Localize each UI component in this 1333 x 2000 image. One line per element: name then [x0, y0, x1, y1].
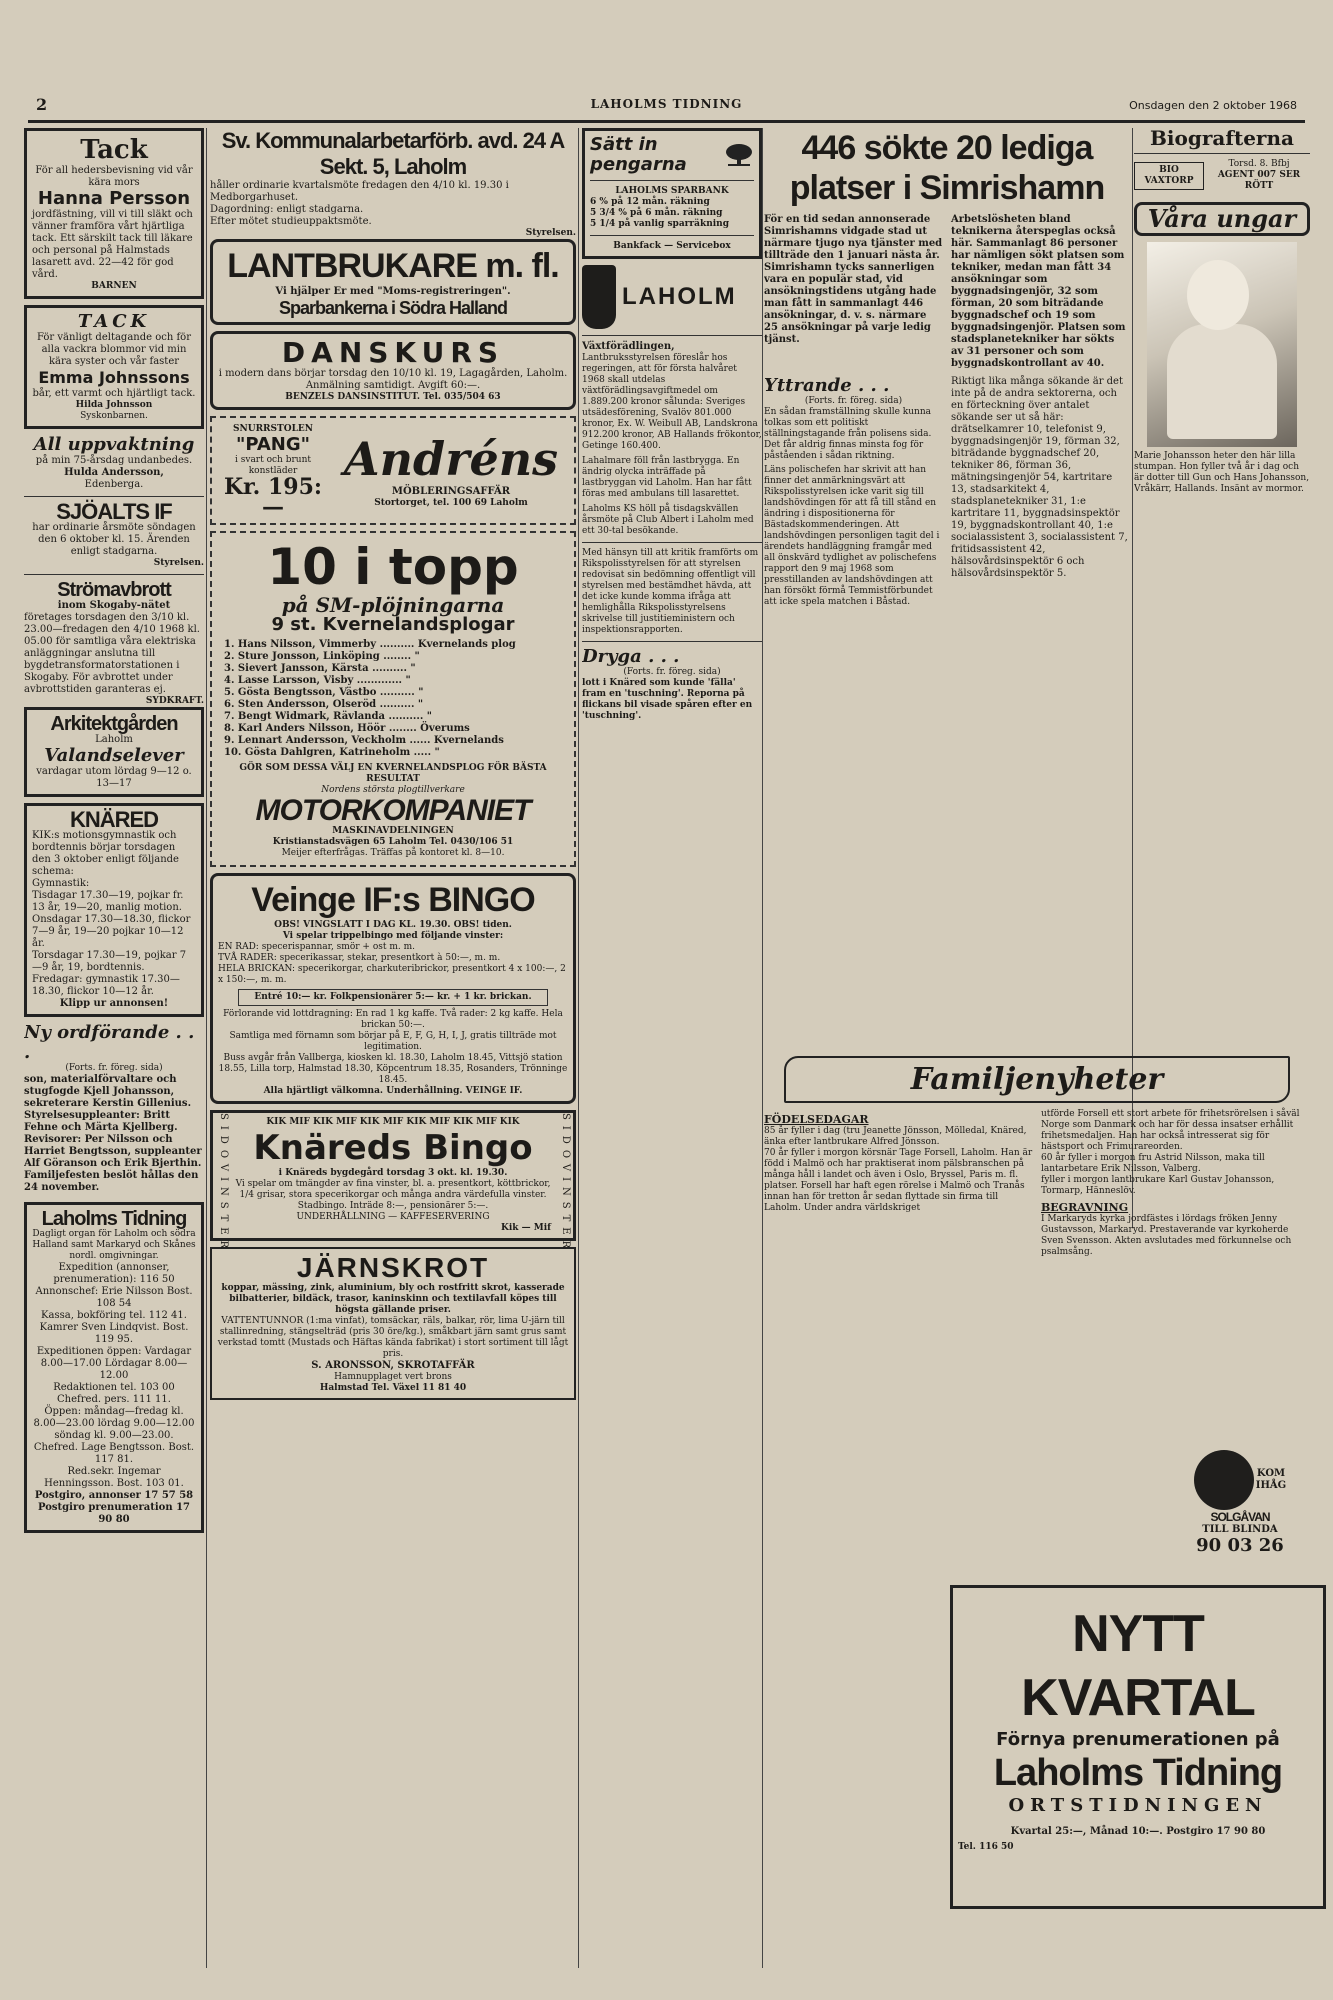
ad-stromavbrott: [24, 580, 204, 707]
ad-footer: Bankfack — Servicebox: [613, 241, 731, 251]
ad-text: håller ordinarie kvartalsmöte fredagen den 4/10 kl. 19.30 i Medborgarhuset.: [210, 180, 509, 203]
article-text: lott i Knäred som kunde 'fälla' fram en 'tuschning'. Reporna på flickans bil visade spåren efter en 'tuschning'.: [582, 678, 753, 721]
ad-text: vardagar utom lördag 9—12 o. 13—17: [36, 766, 192, 789]
product-name: SNURRSTOLEN: [233, 424, 313, 434]
article-body: [764, 214, 1130, 370]
brand-address: Halmstad Tel. Växel 11 81 40: [319, 1383, 467, 1393]
list-item: Fredagar: gymnastik 17.30—18.30, flickor 10—12 år.: [32, 974, 180, 997]
ad-satt-in-pengarna: [582, 128, 762, 259]
ad-knared: [24, 803, 204, 1017]
ad-subtitle: Vi hjälper Er med "Moms-registreringen".: [275, 286, 511, 297]
ad-signature: Styrelsen.: [153, 558, 204, 568]
sun-icon: [1194, 1450, 1254, 1510]
ad-text: Buss avgår från Vallberga, kiosken kl. 18.30, Laholm 18.45, Vittsjö station 18.55, Lilla torp, Halmstad 18.30, Köpcentrum 18.35, Rosanders, Trönninge 18.45.: [218, 1053, 568, 1085]
ad-text: koppar, mässing, zink, aluminium, bly och rostfritt skrot, kasserade bilbatterier, bildäck, trasor, kaninskinn och textilavfall köpes till högsta gällande priser.: [221, 1283, 565, 1315]
ad-text: företages torsdagen den 3/10 kl. 23.00—fredagen den 4/10 1968 kl. 05.00 för samtliga våra elektriska anläggningar anslutna till bygdetransformatorstationen i Skogaby. För avbrottet under avbrottstiden garanteras ej.: [24, 612, 200, 695]
bio-listing: [1134, 159, 1310, 192]
cinema-name: BIO VAXTORP: [1134, 162, 1204, 190]
ad-sjoalts: [24, 499, 204, 569]
separator: [590, 235, 754, 236]
column-1: [24, 128, 204, 1968]
list-item: 7. Bengt Widmark, Rävlanda .......... ": [224, 711, 433, 722]
rate-item: 6 % på 12 mån. räkning: [590, 197, 710, 207]
ad-signature: BARNEN: [91, 281, 137, 291]
ad-text: EN RAD: specerispannar, smör + ost m. m.: [218, 942, 415, 952]
vara-ungar: [1134, 202, 1310, 236]
article-yttrande-c3: [582, 548, 762, 636]
ad-jarnskrot: [210, 1247, 576, 1400]
logo-text: LAHOLM: [622, 283, 737, 310]
ad-lantbrukare: [210, 239, 576, 325]
list-item: Postgiro, annonser 17 57 58: [34, 1490, 194, 1501]
product-model: "PANG": [235, 434, 311, 455]
ad-text: i modern dans börjar torsdag den 10/10 kl. 19, Lagagården, Laholm. Anmälning samtidigt. Avgift 60:—.: [218, 368, 568, 391]
ad-title: Tack: [80, 135, 148, 165]
section-title: Biografterna: [1150, 128, 1294, 150]
list-item: Expedition (annonser, prenumeration): 116 50: [53, 1262, 175, 1285]
list-item: 9. Lennart Andersson, Veckholm ...... Kvernelands: [224, 735, 504, 746]
ad-text: TVÅ RADER: specerikassar, stekar, presentkort à 50:—, m. m.: [218, 953, 501, 963]
ad-text: Nordens största plogtillverkare: [321, 785, 465, 795]
list-item: Expeditionen öppen: Vardagar 8.00—17.00 Lördagar 8.00—12.00: [36, 1346, 192, 1381]
header-rule: [28, 120, 1305, 123]
newspaper-brand: Laholms Tidning: [993, 1752, 1283, 1794]
article-text: utförde Forsell ett stort arbete för frihetsrörelsen i såväl Norge som Danmark och har för dessa insatser erhållit frihetsmedaljen. Han har också intresserat sig för hästsport och Frimurareorden.: [1041, 1109, 1300, 1152]
newspaper-subbrand: ORTSTIDNINGEN: [1008, 1795, 1268, 1816]
ad-subtitle: TILL BLINDA: [1202, 1524, 1278, 1535]
ad-text: HELA BRICKAN: specerikorgar, charkuteribrickor, presentkort 4 x 100:—, 2 x 150:—, m. m.: [218, 964, 566, 985]
article-dryga: [582, 647, 762, 722]
ad-andrens: [210, 416, 576, 525]
ad-title: Veinge IF:s BINGO: [251, 881, 535, 919]
ad-header: [590, 135, 754, 175]
biografterna: [1134, 128, 1310, 192]
list-item: 3. Sievert Jansson, Kärsta .......... ": [224, 663, 416, 674]
article-title: Dryga . . .: [582, 646, 680, 667]
article-subtitle: (Forts. fr. föreg. sida): [65, 1063, 163, 1073]
subscription-price: Kvartal 25:—, Månad 10:—. Postgiro 17 90 80: [1010, 1826, 1266, 1837]
ad-title: 10 i topp: [267, 538, 519, 596]
page-header: [36, 95, 1297, 117]
familjenyheter-body: [764, 1109, 1310, 1258]
column-divider: [578, 128, 579, 1968]
article-text: Med hänsyn till att kritik framförts om Rikspolisstyrelsen för att styrelsen redovisat sin bedömning offentligt vill styrelsen med bestämdhet hävda, att det icke kunde komma ifråga att hemlighålla Rikspolisstyrelsens skrivelse till justitieministern och inspektionsrapporten.: [582, 548, 759, 635]
article-text: Riktigt lika många sökande är det inte på de andra sektorerna, och en förteckning över antalet sökande ser ut så här: drätselkamrer 10, telefonist 9, byggnadsingenjör 19, förman 32, biträdande byggnadschef 20, tekniker 86, förman 36, mätningsingenjör 54, kartritare 13, stadsarkitekt 4, stadsplanetekniker 31, 1:e kartritare 11, byggnadsinspektör 19, byggnadskontrollant 40, 1:e socialassistent 3, socialassistent 7, fritidsassistent 42, hälsovårdsinspektör 6 och hälsovårdsinspektör 5.: [951, 376, 1128, 579]
article-title: Yttrande . . .: [764, 375, 890, 396]
side-text: SIDOVINSTER: [218, 1113, 229, 1255]
article-subtitle: (Forts. fr. föreg. sida): [804, 396, 903, 406]
ad-subtitle: 9 st. Kvernelandsplogar: [271, 614, 515, 635]
masthead-title: Laholms Tidning: [41, 1208, 187, 1230]
article-text: 60 år fyller i morgon fru Astrid Nilsson, maka till lantarbetare Erik Nilsson, Valberg.: [1041, 1153, 1265, 1174]
ad-text: För vänligt deltagande och för alla vackra blommor vid min kära syster och vår faster: [37, 332, 191, 367]
ad-title: All uppvaktning: [33, 434, 195, 455]
ad-subtitle: inom Skogaby-nätet: [57, 600, 171, 611]
ad-title: Arkitektgården: [50, 713, 178, 735]
ad-uppvaktning: [24, 435, 204, 491]
ad-title: SOLGÅVAN: [1210, 1510, 1270, 1524]
ad-subtitle: på SM-plöjningarna: [281, 593, 505, 617]
brand-name: S. ARONSSON, SKROTAFFÄR: [311, 1360, 475, 1371]
list-item: Kamrer Sven Lindqvist. Bost. 119 95.: [39, 1322, 189, 1345]
headline: 446 sökte 20 lediga platser i Simrishamn: [789, 129, 1105, 207]
list-item: Chefred. Lage Bengtsson. Bost. 117 81.: [33, 1442, 195, 1465]
article-text: Familjefesten beslöt hållas den 24 november.: [24, 1170, 199, 1193]
ad-text: Samtliga med förnamn som börjar på E, F, G, H, I, J, gratis tillträde mot legitimation.: [229, 1031, 557, 1052]
subsection-title: BEGRAVNING: [1041, 1201, 1129, 1214]
ad-footer: Sparbankerna i Södra Halland: [278, 298, 508, 318]
separator: [24, 496, 204, 497]
list-item: Kassa, bokföring tel. 112 41.: [41, 1310, 187, 1321]
list-item: 8. Karl Anders Nilsson, Höör ........ Överums: [224, 723, 470, 734]
ad-text: Efter mötet studieuppaktsmöte.: [210, 216, 372, 227]
ad-signature: Hulda Andersson,: [64, 467, 164, 478]
column-3: [582, 128, 762, 1988]
ad-title: LANTBRUKARE m. fl.: [227, 247, 559, 285]
ad-signature: SYDKRAFT.: [145, 696, 204, 706]
list-item: 10. Gösta Dahlgren, Katrineholm ..... ": [224, 747, 440, 758]
list-item: 5. Gösta Bengtsson, Västbo .......... ": [224, 687, 424, 698]
laholm-crest-icon: [582, 265, 616, 329]
product-price: Kr. 195:—: [223, 474, 323, 520]
article-text: För en tid sedan annonserade Simrishamns vidgade stad ut närmare tjugo nya tjänster med tillträde den 1 januari nästa år. Simrishamn tycks sannerligen vara en populär stad, vid ansökningstidens utgång hade man fått in sammanlagt 446 ansökningar, d. v. s. närmare 25 ansökningar på varje ledig tjänst.: [764, 214, 943, 345]
baby-photo: [1147, 242, 1297, 447]
article-ordforande: [24, 1023, 204, 1194]
column-4: [764, 128, 1130, 1048]
photo-figure: [1167, 324, 1277, 439]
issue-date: Onsdagen den 2 oktober 1968: [1129, 99, 1297, 112]
article-vaxtforadling: [582, 341, 762, 537]
ad-danskurs: [210, 331, 576, 410]
masthead-text: Dagligt organ för Laholm och södra Halland samt Markaryd och Skånes nordl. omgivningar.: [32, 1229, 196, 1261]
contact-list: [32, 1262, 196, 1526]
ad-andrens-right: [334, 432, 568, 509]
ad-name: Hanna Persson: [37, 188, 191, 209]
list-item: Chefred. pers. 111 11.: [57, 1394, 171, 1405]
ad-subtitle: OBS! VINGSLATT I DAG KL. 19.30. OBS! tiden.: [274, 920, 512, 930]
brand-subtitle: Hamnupplaget vert brons: [334, 1372, 452, 1382]
article-text: son, materialförvaltare och stugfogde Kjell Johansson, sekreterare Kerstin Gillenius. Styrelsesuppleanter: Britt Fehne och Märta Kjellberg. Revisorer: Per Nilsson och Harriet Bengtsson, suppleanter Alf Göranson och Erik Bjerthin.: [24, 1074, 202, 1169]
page-number: 2: [36, 95, 48, 114]
ad-title: JÄRNSKROT: [296, 1252, 490, 1283]
list-item: Gymnastik:: [32, 878, 90, 889]
ad-andrens-left: [218, 424, 328, 520]
article-text: Arbetslösheten bland teknikerna återspeglas också här. Sammanlagt 86 personer har nämligen sökt platsen som tekniker, medan man fått 34 ansökningar som byggnadsingenjör, 32 som förman, 20 som biträdande byggnadschef och 19 som byggnadsingenjör. Platsen som stadsplanetekniker har sökts av 31 personer och som byggnadskontrollant av 40.: [951, 214, 1126, 369]
list-item: 4. Lasse Larsson, Visby ............. ": [224, 675, 411, 686]
ad-text: Vi spelar om tmängder av fina vinster, bl. a. presentkort, köttbrickor, 1/4 grisar, stora specerikorgar och många andra värdefulla vinster.: [235, 1179, 551, 1200]
column-2: [210, 128, 576, 1988]
rate-item: 5 1/4 på vanlig sparräkning: [590, 219, 730, 229]
article-title: Växtförädlingen,: [582, 341, 675, 352]
ad-footer: Klipp ur annonsen!: [59, 998, 169, 1009]
schedule-list: [32, 878, 196, 998]
laholm-logo: [582, 265, 762, 329]
list-item: Annonschef: Erie Nilsson Bost. 108 54: [35, 1286, 193, 1309]
ad-text: bår, ett varmt och hjärtligt tack.: [32, 388, 196, 399]
ad-subtitle: Valandselever: [44, 745, 184, 766]
brand-address: Kristianstadsvägen 65 Laholm Tel. 0430/106 51: [272, 837, 514, 847]
article-text: fyller i morgon lantbrukare Karl Gustav Johansson, Tormarp, Hänneslöv.: [1041, 1175, 1275, 1196]
ad-text: har ordinarie årsmöte söndagen den 6 oktober kl. 15. Ärenden enligt stadgarna.: [32, 522, 196, 557]
ad-text: jordfästning, vill vi till släkt och vänner framföra vårt hjärtliga tack. Ett särskilt tack till läkare och personal på Halmstads lasarett avd. 22—42 för god vård.: [32, 209, 193, 280]
article-text: En sådan framställning skulle kunna tolkas som ett politiskt ställningstagande från polisens sida. Det får aldrig finnas minsta fog för påståenden i sådan riktning.: [764, 407, 932, 461]
store-logo: Andréns: [343, 432, 559, 486]
store-type: MÖBLERINGSAFFÄR: [391, 486, 511, 497]
ad-name: Emma Johnssons: [38, 368, 190, 387]
ad-place: Laholm: [95, 734, 133, 745]
ad-entry-price: Entré 10:— kr. Folkpensionärer 5:— kr. + 1 kr. brickan.: [238, 989, 548, 1006]
ad-title: NYTT KVARTAL: [1021, 1605, 1255, 1727]
ad-tack-persson: [24, 128, 204, 299]
list-item: Öppen: måndag—fredag kl. 8.00—23.00 lördag 9.00—12.00 söndag kl. 9.00—23.00.: [33, 1406, 195, 1441]
ad-signature: Hilda Johnsson: [75, 400, 153, 410]
ad-tack-johnsson: [24, 305, 204, 429]
ad-nytt-kvartal: [950, 1585, 1326, 1909]
bank-name: LAHOLMS SPARBANK: [615, 186, 729, 196]
article-text: 85 år fyller i dag (tru Jeanette Jönsson, Mölledal, Knäred, änka efter lantbrukare Alfred Jönsson.: [764, 1126, 1027, 1147]
article-text: Lantbruksstyrelsen föreslår hos regeringen, att för första halvåret 1968 skall utdelas växtförädlingsavgiftmedel om 1.889.200 kronor sålunda: Sveriges utsädesförening, Svalöv 801.000 kronor, Ex. W. Weibull AB, Landskrona 912.200 kronor, AB Hallands frökontor, Getinge 160.400.: [582, 353, 762, 451]
ad-subtitle: Förnya prenumerationen på: [996, 1729, 1280, 1750]
rate-item: 5 3/4 % på 6 mån. räkning: [590, 208, 723, 218]
tree-icon: [724, 143, 754, 167]
list-item: Torsdagar 17.30—19, pojkar 7—9 år, 19, bordtennis.: [32, 950, 187, 973]
ad-text: GÖR SOM DESSA VÄLJ EN KVERNELANDSPLOG FÖR BÄSTA RESULTAT: [239, 763, 547, 784]
ad-kom-ihag: [1180, 1450, 1300, 1560]
article-text: Lahalmare föll från lastbrygga. En ändrig olycka inträffade på lastbryggan vid Laholm. Han har fått föras med ambulans till lasarettet.: [582, 456, 752, 499]
ad-title: Strömavbrott: [57, 579, 171, 601]
article-subtitle: (Forts. fr. föreg. sida): [623, 667, 721, 677]
brand-logo: MOTORKOMPANIET: [255, 794, 531, 827]
ad-title: Sätt in pengarna: [590, 134, 687, 175]
ad-text: Förlorande vid lottdragning: En rad 1 kg kaffe. Två rader: 2 kg kaffe. Hela brickan 50:—.: [223, 1009, 563, 1030]
ad-title: TACK: [77, 311, 151, 332]
list-item: 6. Sten Andersson, Olseröd .......... ": [224, 699, 424, 710]
ad-title: KNÄRED: [69, 807, 159, 832]
list-item: Onsdagar 17.30—18.30, flickor 7—9 år, 19—20 pojkar 10—12 år.: [32, 914, 191, 949]
ad-signature: Styrelsen.: [525, 228, 576, 238]
ad-signature: Syskonbarnen.: [80, 411, 148, 421]
familjenyheter: [764, 1050, 1310, 1260]
kom-ihag-header: [1180, 1450, 1300, 1510]
ad-subtitle: Vi spelar trippelbingo med följande vinster:: [282, 931, 504, 941]
ad-knareds-bingo: [210, 1110, 576, 1255]
ad-arkitektgarden: [24, 707, 204, 797]
list-item: Red.sekr. Ingemar Henningsson. Bost. 103 01.: [44, 1466, 184, 1489]
ad-place: Edenberga.: [84, 479, 144, 490]
column-divider: [762, 128, 763, 1968]
ad-text: För all hedersbevisning vid vår kära mors: [35, 165, 193, 188]
ad-text: i Knäreds bygdegård torsdag 3 okt. kl. 19.30.: [278, 1168, 508, 1178]
separator: [582, 641, 762, 642]
ad-text: KOM: [1256, 1468, 1286, 1479]
newspaper-title: LAHOLMS TIDNING: [590, 97, 743, 111]
ad-signature: Kik — Mif: [501, 1223, 551, 1233]
side-text: SIDOVINSTER: [560, 1113, 571, 1255]
ad-veinge-bingo: [210, 873, 576, 1104]
ad-top-text: KIK MIF KIK MIF KIK MIF KIK MIF KIK MIF KIK: [266, 1117, 520, 1127]
article-text: Laholms KS höll på tisdagskvällen årsmöte på Club Albert i Laholm med ett 30-tal besökande.: [582, 504, 754, 536]
section-title: Våra ungar: [1147, 204, 1297, 233]
subsection-title: FÖDELSEDAGAR: [764, 1113, 869, 1126]
postgiro-number: 90 03 26: [1196, 1535, 1284, 1556]
separator: [24, 574, 204, 575]
brand-subtitle: MASKINAVDELNINGEN: [332, 826, 454, 836]
photo-face: [1187, 260, 1249, 330]
photo-caption: Marie Johansson heter den här lilla stumpan. Hon fyller två år i dag och är dotter till Gun och Hans Johansson, Vråkärr, Hallands. Insänt av mormor.: [1134, 451, 1310, 494]
ad-kommunal: [210, 128, 576, 239]
article-body-2: [764, 376, 1130, 608]
column-divider: [206, 128, 207, 1968]
box-laholms-tidning: [24, 1202, 204, 1533]
store-address: Stortorget, tel. 100 69 Laholm: [374, 498, 528, 508]
separator: [582, 542, 762, 543]
list-item: Redaktionen tel. 103 00: [53, 1382, 175, 1393]
article-text: 70 år fyller i morgon körsnär Tage Forsell, Laholm. Han är född i Malmö och har praktiserat inom pälsbranschen på många håll i landet och även i Oslo, Bryssel, Paris m. fl. platser. Forsell har haft egen rörelse i Malmö och Tranås innan han för tretton år sedan flyttade sin firma till Laholm. Under andra världskriget: [764, 1148, 1033, 1213]
ad-10-i-topp: [210, 531, 576, 867]
ad-footer: BENZELS DANSINSTITUT. Tel. 035/504 63: [285, 392, 501, 402]
ad-text: Stadbingo. Inträde 8:—, pensionärer 5:—.: [297, 1201, 489, 1211]
ranking-list: [224, 639, 562, 759]
ad-text: VATTENTUNNOR (1:ma vinfat), tomsäckar, räls, balkar, rör, lima U-järn till stallinredning, stängselträd (pris 30 öre/kg.), småkbart järn samt grus samt verkstad tomtt (Mustads och Häftas kända fabrikat) i stort sortiment till lågt pris.: [217, 1316, 569, 1359]
ad-text: Dagordning: enligt stadgarna.: [210, 204, 364, 215]
ad-title: Sv. Kommunalarbetarförb. avd. 24 A Sekt. 5, Laholm: [221, 128, 565, 179]
list-item: 1. Hans Nilsson, Vimmerby .......... Kvernelands plog: [224, 639, 516, 650]
ad-text: Meijer efterfrågas. Träffas på kontoret kl. 8—10.: [281, 848, 505, 858]
separator: [590, 180, 754, 181]
product-desc: i svart och brunt konstläder: [235, 455, 311, 476]
ad-text: KIK:s motionsgymnastik och bordtennis börjar torsdagen den 3 oktober enligt följande schema:: [32, 830, 179, 877]
film-title: AGENT 007 SER RÖTT: [1217, 170, 1301, 191]
cinema-date: Torsd. 8. Bfbj: [1228, 159, 1290, 169]
list-item: 2. Sture Jonsson, Linköping ........ ": [224, 651, 420, 662]
ad-title: Knäreds Bingo: [253, 1128, 533, 1168]
article-text: Läns polischefen har skrivit att han finner det anmärkningsvärt att Rikspolisstyrelsen icke varit sig till landshövdingen för att få till stånd en ändring i dispositionerna för Bästadskommenderingen. Att landshövdingen personligen tagit del i ärendets handläggning framgår med all önskvärd tydlighet av polischefens rapport den 9 maj 1968 som presstillanden av landshövdingen att han försökt förmå Temmistförbundet att icke spela matchen i Båstad.: [764, 465, 940, 607]
separator: [582, 335, 762, 336]
list-item: Tisdagar 17.30—19, pojkar fr. 13 år, 19—20, manlig motion.: [32, 890, 184, 913]
ad-title: SJÖALTS IF: [56, 499, 172, 524]
article-text: I Markaryds kyrka jordfästes i lördags fröken Jenny Gustavsson, Markaryd. Prestaverande var kyrkoherde Sven Svensson. Akten avslutades med förkunnelse och psalmsång.: [1041, 1214, 1292, 1257]
list-item: Postgiro prenumeration 17 90 80: [38, 1502, 190, 1525]
section-title: Familjenyheter: [784, 1056, 1290, 1103]
separator: [1134, 153, 1310, 154]
article-title: Ny ordförande . . .: [24, 1022, 195, 1063]
ad-text: på min 75-årsdag undanbedes.: [35, 455, 193, 466]
phone-number: Tel. 116 50: [958, 1842, 1014, 1852]
ad-text: UNDERHÅLLNING — KAFFESERVERING: [296, 1212, 490, 1222]
ad-footer: Alla hjärtligt välkomna. Underhållning. VEINGE IF.: [263, 1086, 523, 1096]
ad-title: DANSKURS: [281, 336, 505, 369]
ad-text: IHÅG: [1255, 1480, 1287, 1491]
article-yttrande: [764, 376, 943, 608]
